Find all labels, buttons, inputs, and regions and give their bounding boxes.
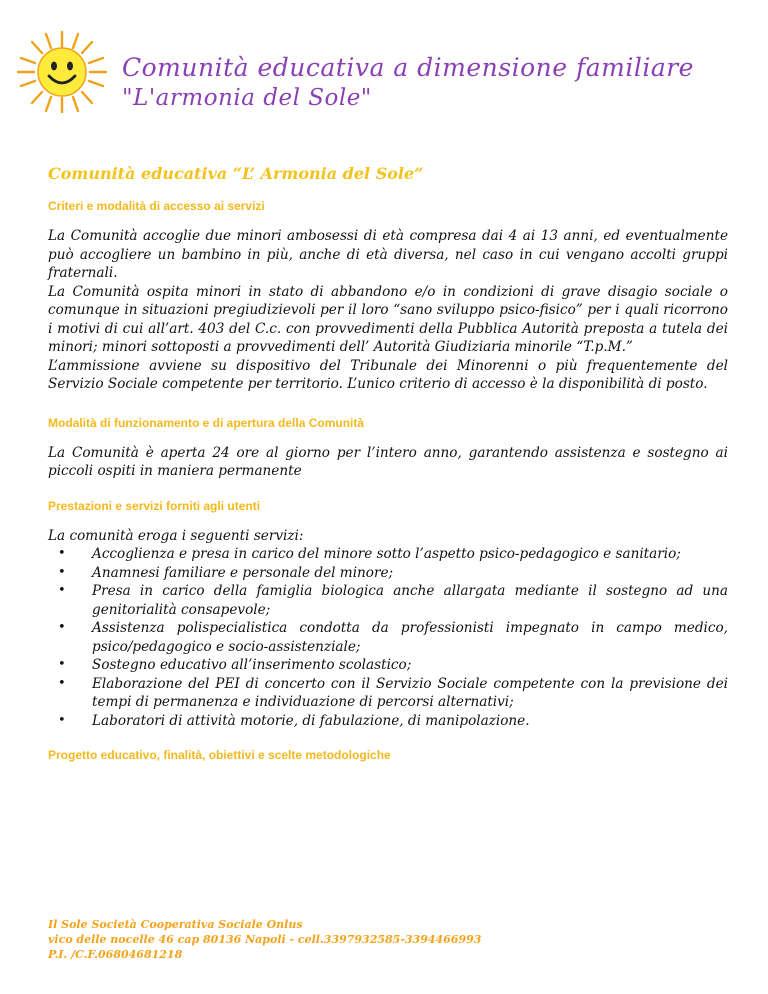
section-heading: Prestazioni e servizi forniti agli utenti <box>48 498 261 513</box>
paragraph: La Comunità accoglie due minori ambosessi di età compresa dai 4 ai 13 anni, ed eventualmente può accogliere un bambino in più, anche di età diversa, nel caso in cui vengano accolti gruppi fraternali. <box>48 228 728 281</box>
services-list <box>48 545 728 730</box>
footer-address: vico delle nocelle 46 cap 80136 Napoli - cell.3397932585-3394466993 <box>48 933 482 946</box>
document-title: Comunità educativa “L’ Armonia del Sole” <box>48 164 424 183</box>
section-heading: Progetto educativo, finalità, obiettivi e scelte metodologiche <box>48 748 391 762</box>
letterhead <box>0 0 768 140</box>
paragraph: La Comunità ospita minori in stato di abbandono e/o in condizioni di grave disagio sociale o comunque in situazioni pregiudizievoli per il loro “sano sviluppo psico-fisico” per i quali ricorrono i motivi di cui all’art. 403 del C.c. con provvedimenti della Pubblica Autorità preposta a tutela dei minori; minori sottoposti a provvedimenti dell’ Autorità Giudiziaria minorile “T.p.M.” <box>48 283 728 355</box>
list-item: • Laboratori di attività motorie, di fabulazione, di manipolazione. <box>92 712 728 731</box>
list-item: • Accoglienza e presa in carico del minore sotto l’aspetto psico-pedagogico e sanitario; <box>92 545 728 564</box>
paragraph: L’ammissione avviene su dispositivo del Tribunale dei Minorenni o più frequentemente del Servizio Sociale competente per territorio. L’unico criterio di accesso è la disponibilità di posto. <box>48 357 728 392</box>
section-educational-project <box>48 748 728 762</box>
footer-company-name: Il Sole Società Cooperativa Sociale Onlus <box>48 918 303 931</box>
footer-vat-number: P.I. /C.F.06804681218 <box>48 948 183 961</box>
paragraph: La Comunità è aperta 24 ore al giorno per l’intero anno, garantendo assistenza e sostegno ai piccoli ospiti in maniera permanente <box>48 444 728 479</box>
list-item: • Anamnesi familiare e personale del minore; <box>92 564 728 583</box>
organization-tagline: Comunità educativa a dimensione familiare <box>122 53 694 82</box>
document-body <box>48 164 728 776</box>
list-item: • Sostegno educativo all’inserimento scolastico; <box>92 656 728 675</box>
list-item: • Assistenza polispecialistica condotta da professionisti impegnato in campo medico, psico/pedagogico e socio-assistenziale; <box>92 619 728 656</box>
section-heading: Modalità di funzionamento e di apertura della Comunità <box>48 415 365 430</box>
section-operation <box>48 416 728 481</box>
list-item: • Elaborazione del PEI di concerto con il Servizio Sociale competente con la previsione dei tempi di permanenza e individuazione di percorsi alternativi; <box>92 675 728 712</box>
section-access-criteria <box>48 199 728 394</box>
organization-name: "L'armonia del Sole" <box>122 85 372 111</box>
section-heading: Criteri e modalità di accesso ai servizi <box>48 199 265 213</box>
smiling-sun-icon <box>12 28 112 116</box>
list-item: • Presa in carico della famiglia biologica anche allargata mediante il sostegno ad una genitorialità consapevole; <box>92 582 728 619</box>
section-services <box>48 499 728 731</box>
services-intro: La comunità eroga i seguenti servizi: <box>48 527 304 544</box>
footer-contact <box>48 917 728 962</box>
